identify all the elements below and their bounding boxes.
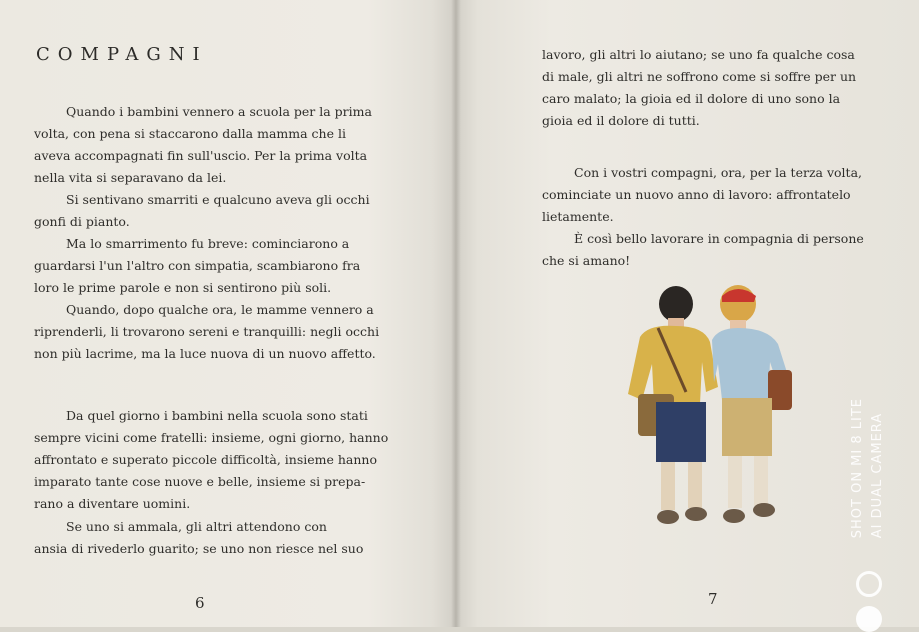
text-line: guardarsi l'un l'altro con simpatia, scambiarono fra bbox=[34, 258, 361, 273]
watermark-line: SHOT ON MI 8 LITE bbox=[850, 398, 865, 539]
paragraph bbox=[34, 299, 380, 365]
page-number: 6 bbox=[195, 594, 205, 612]
paragraph bbox=[542, 162, 878, 228]
text-line: lietamente. bbox=[542, 209, 614, 224]
right-boy-figure bbox=[712, 285, 792, 523]
text-line: che si amano! bbox=[542, 253, 631, 268]
left-boy-figure bbox=[628, 286, 718, 524]
text-line: volta, con pena si staccarono dalla mamma che li bbox=[34, 126, 346, 141]
camera-watermark bbox=[848, 398, 888, 558]
watermark-line: AI DUAL CAMERA bbox=[870, 412, 885, 539]
paragraph bbox=[34, 233, 374, 299]
text-line: rano a diventare uomini. bbox=[34, 496, 191, 511]
page-number: 7 bbox=[708, 590, 718, 608]
text-line: affrontato e superato piccole difficoltà, insieme hanno bbox=[34, 452, 377, 467]
watermark-circle-icon bbox=[856, 571, 882, 597]
paragraph bbox=[542, 44, 878, 132]
text-line: cominciate un nuovo anno di lavoro: affrontatelo bbox=[542, 187, 851, 202]
book-gutter bbox=[451, 0, 461, 627]
paragraph bbox=[34, 101, 374, 189]
text-line: Con i vostri compagni, ora, per la terza volta, bbox=[574, 165, 863, 180]
text-line: sempre vicini come fratelli: insieme, ogni giorno, hanno bbox=[34, 430, 389, 445]
text-line: È così bello lavorare in compagnia di persone bbox=[574, 231, 864, 246]
text-line: lavoro, gli altri lo aiutano; se uno fa qualche cosa bbox=[542, 47, 855, 62]
text-line: di male, gli altri ne soffrono come si soffre per un bbox=[542, 69, 857, 84]
text-line: gioia ed il dolore di tutti. bbox=[542, 113, 700, 128]
text-line: Ma lo smarrimento fu breve: cominciarono a bbox=[66, 236, 350, 251]
text-line: Se uno si ammala, gli altri attendono con bbox=[66, 519, 327, 534]
watermark-text bbox=[848, 398, 888, 538]
text-line: riprenderli, li trovarono sereni e tranquilli: negli occhi bbox=[34, 324, 380, 339]
watermark-dot-icon bbox=[856, 606, 882, 632]
text-line: Quando, dopo qualche ora, le mamme vennero a bbox=[66, 302, 374, 317]
text-line: imparato tante cose nuove e belle, insieme si prepa- bbox=[34, 474, 366, 489]
text-line: loro le prime parole e non si sentirono più soli. bbox=[34, 280, 332, 295]
text-line: aveva accompagnati fin sull'uscio. Per la prima volta bbox=[34, 148, 368, 163]
two-boys-walking-illustration bbox=[618, 282, 813, 557]
text-line: ansia di rivederlo guarito; se uno non riesce nel suo bbox=[34, 541, 364, 556]
text-line: non più lacrime, ma la luce nuova di un nuovo affetto. bbox=[34, 346, 376, 361]
text-line: nella vita si separavano da lei. bbox=[34, 170, 227, 185]
text-line: Da quel giorno i bambini nella scuola sono stati bbox=[66, 408, 368, 423]
text-line: gonfi di pianto. bbox=[34, 214, 130, 229]
paragraph bbox=[34, 405, 389, 515]
chapter-title: COMPAGNI bbox=[36, 44, 208, 65]
paragraph bbox=[542, 228, 878, 272]
text-line: Si sentivano smarriti e qualcuno aveva gli occhi bbox=[66, 192, 370, 207]
paragraph bbox=[34, 516, 374, 560]
text-line: Quando i bambini vennero a scuola per la prima bbox=[66, 104, 372, 119]
paragraph bbox=[34, 189, 374, 233]
text-line: caro malato; la gioia ed il dolore di uno sono la bbox=[542, 91, 841, 106]
